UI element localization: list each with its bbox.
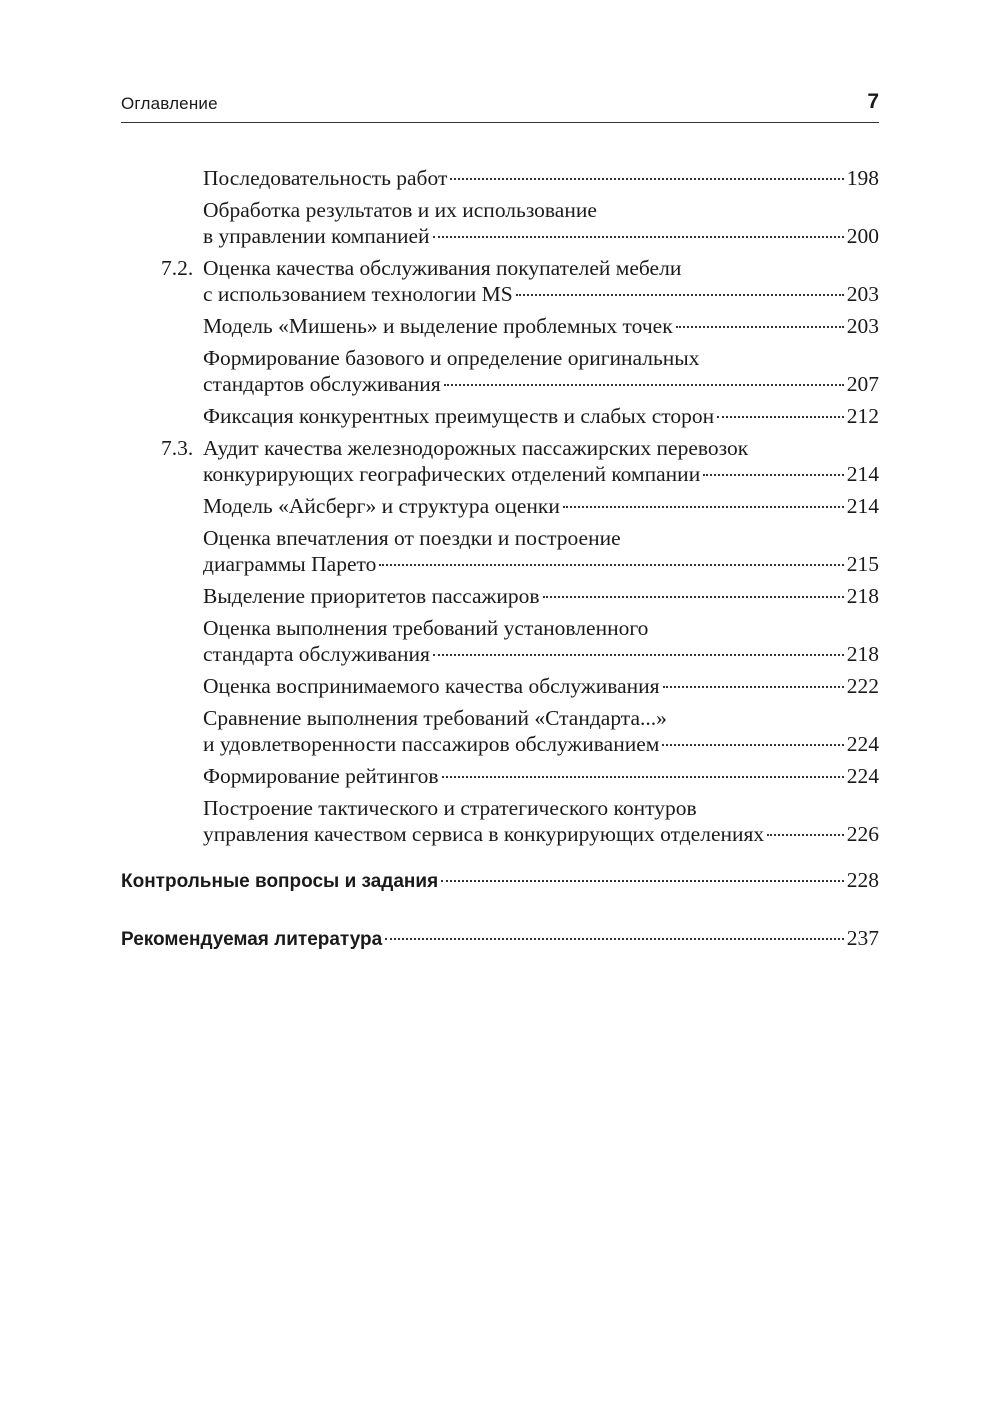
toc-entry[interactable] bbox=[121, 345, 879, 397]
toc-entry-title: конкурирующих географических отделений компании bbox=[203, 462, 701, 486]
toc-entry-title: Модель «Айсберг» и структура оценки bbox=[203, 494, 560, 518]
toc-entry-title: и удовлетворенности пассажиров обслуживанием bbox=[203, 732, 660, 756]
toc-entry-title-line: Оценка выполнения требований установленного bbox=[203, 616, 649, 640]
toc-page-number: 218 bbox=[846, 584, 879, 608]
toc-entry-title-line: Построение тактического и стратегического контуров bbox=[203, 796, 697, 820]
toc-entry-title: Модель «Мишень» и выделение проблемных точек bbox=[203, 314, 673, 338]
toc-page-number: 198 bbox=[846, 166, 879, 190]
toc-major-entry[interactable] bbox=[121, 925, 879, 953]
toc-entry-title: с использованием технологии MS bbox=[203, 282, 513, 306]
dot-leader bbox=[516, 294, 844, 296]
toc-entry-title-line: Оценка качества обслуживания покупателей мебели bbox=[203, 256, 682, 280]
toc-entry-title: Выделение приоритетов пассажиров bbox=[203, 584, 540, 608]
toc-entry[interactable] bbox=[121, 313, 879, 339]
toc-entry-title: Фиксация конкурентных преимуществ и слабых сторон bbox=[203, 404, 715, 428]
toc-entry[interactable] bbox=[121, 403, 879, 429]
dot-leader bbox=[385, 938, 844, 940]
toc-entry[interactable] bbox=[121, 525, 879, 577]
toc-entry-title: в управлении компанией bbox=[203, 224, 430, 248]
toc-page-number: 214 bbox=[846, 494, 879, 518]
toc-page-number: 226 bbox=[846, 822, 879, 846]
section-number: 7.3. bbox=[161, 436, 194, 460]
toc-entry-title-line: Формирование базового и определение оригинальных bbox=[203, 346, 700, 370]
dot-leader bbox=[767, 834, 844, 836]
toc-entry-title: Последовательность работ bbox=[203, 166, 448, 190]
toc-page-number: 224 bbox=[846, 732, 879, 756]
dot-leader bbox=[717, 416, 844, 418]
toc-page-number: 218 bbox=[846, 642, 879, 666]
toc-entry-title: управления качеством сервиса в конкурирующих отделениях bbox=[203, 822, 765, 846]
toc-page-number: 224 bbox=[846, 764, 879, 788]
toc-entry[interactable] bbox=[121, 673, 879, 699]
toc-entry-title: Рекомендуемая литература bbox=[121, 929, 383, 950]
toc-entry[interactable] bbox=[121, 615, 879, 667]
page-header bbox=[121, 90, 879, 123]
toc-page-number: 222 bbox=[846, 674, 879, 698]
dot-leader bbox=[433, 654, 844, 656]
toc-section-entry[interactable] bbox=[121, 435, 879, 487]
dot-leader bbox=[662, 744, 843, 746]
dot-leader bbox=[703, 474, 844, 476]
dot-leader bbox=[441, 880, 844, 882]
toc-entry[interactable] bbox=[121, 763, 879, 789]
toc-entry[interactable] bbox=[121, 197, 879, 249]
toc-page-number: 203 bbox=[846, 314, 879, 338]
toc-section-entry[interactable] bbox=[121, 255, 879, 307]
toc-entry[interactable] bbox=[121, 705, 879, 757]
table-of-contents bbox=[121, 165, 879, 953]
toc-entry-title-line: Обработка результатов и их использование bbox=[203, 198, 597, 222]
toc-entry-title-line: Сравнение выполнения требований «Стандарта...» bbox=[203, 706, 667, 730]
toc-major-entry[interactable] bbox=[121, 867, 879, 895]
toc-entry[interactable] bbox=[121, 795, 879, 847]
toc-entry-title: диаграммы Парето bbox=[203, 552, 377, 576]
dot-leader bbox=[444, 384, 844, 386]
toc-entry[interactable] bbox=[121, 493, 879, 519]
dot-leader bbox=[442, 776, 844, 778]
dot-leader bbox=[543, 596, 844, 598]
dot-leader bbox=[563, 506, 844, 508]
toc-entry[interactable] bbox=[121, 165, 879, 191]
toc-entry-title-line: Аудит качества железнодорожных пассажирских перевозок bbox=[203, 436, 749, 460]
dot-leader bbox=[450, 178, 843, 180]
toc-page-number: 215 bbox=[846, 552, 879, 576]
section-number: 7.2. bbox=[161, 256, 194, 280]
toc-entry-title: стандартов обслуживания bbox=[203, 372, 441, 396]
toc-page-number: 200 bbox=[846, 224, 879, 248]
toc-page-number: 228 bbox=[846, 868, 879, 892]
toc-page-number: 237 bbox=[846, 926, 879, 950]
toc-page-number: 212 bbox=[846, 404, 879, 428]
toc-entry-title-line: Оценка впечатления от поездки и построение bbox=[203, 526, 621, 550]
page-number: 7 bbox=[867, 90, 879, 113]
toc-entry[interactable] bbox=[121, 583, 879, 609]
toc-page-number: 203 bbox=[846, 282, 879, 306]
toc-entry-title: Оценка воспринимаемого качества обслуживания bbox=[203, 674, 660, 698]
dot-leader bbox=[676, 326, 844, 328]
dot-leader bbox=[663, 686, 844, 688]
dot-leader bbox=[379, 564, 843, 566]
toc-page-number: 207 bbox=[846, 372, 879, 396]
toc-entry-title: Контрольные вопросы и задания bbox=[121, 871, 439, 892]
toc-page-number: 214 bbox=[846, 462, 879, 486]
running-header-title: Оглавление bbox=[121, 94, 218, 113]
toc-entry-title: Формирование рейтингов bbox=[203, 764, 439, 788]
dot-leader bbox=[433, 236, 844, 238]
toc-entry-title: стандарта обслуживания bbox=[203, 642, 430, 666]
